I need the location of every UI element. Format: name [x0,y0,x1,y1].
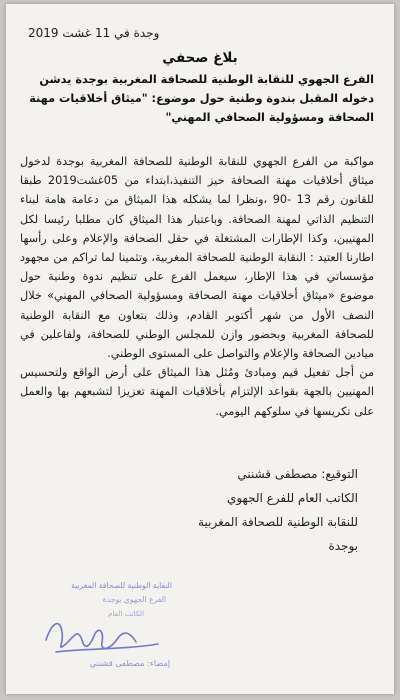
body-text [20,152,374,421]
handwritten-signature [46,624,158,652]
organization-stamp [26,570,176,680]
stamp-line-3: الكاتب العام [108,609,144,618]
stamp-line-4: إمضاء: مصطفى قشنني [89,658,170,668]
stamp-line-2: الفرع الجهوي بوجدة [102,595,166,604]
signature-city: بوجدة [328,539,358,553]
body-paragraph-1: مواكبة من الفرع الجهوي للنقابة الوطنية للصحافة المغربية بوجدة لدخول ميثاق أخلاقيات مهنة الصحافة حيز التنفيذ،ابتداء من 05غشت2019 طبقا للقانون رقم 13 -90 ،ونظرا لما يشكله هذا الميثاق من دعامة هامة لبناء التنظيم الذاتي لمهنة الصحافة. وباعتبار هذا الميثاق كان مطلبا رئيسا لكل المهنيين، وكذا الإطارات المشتغلة في حقل الصحافة والإعلام وعلى رأسها اطارنا العتيد : النقابة الوطنية للصحافة المغربية، وتثمينا لما تراكم من مجهود مؤسساتي في هذا الإطار، سيعمل الفرع على تنظيم ندوة وطنية حول موضوع «ميثاق أخلاقيات مهنة الصحافة ومسؤولية الصحافي المهني» خلال النصف الأول من شهر أكتوبر القادم، وذلك بتعاون مع النقابة الوطنية للصحافة المغربية وبحضور وازن للمجلس الوطني للصحافة، ولفاعلين في ميادين الصحافة والإعلام والتواصل على المستوى الوطني. [20,155,374,361]
signature-name: التوقيع: مصطفى قشنني [237,467,358,481]
document-title: بلاغ صحفي [162,50,238,66]
date-line: وجدة في 11 غشت 2019 [28,26,160,40]
document-page [6,4,394,694]
body-paragraph-2: من أجل تفعيل قيم ومبادئ ومُثل هذا الميثاق على أرض الواقع ولتحسيس المهنيين بالجهة بقواعد الإلتزام بأخلاقيات المهنة تعزيزا لتشبعهم بها والعمل على تكريسها في سلوكهم اليومي. [20,366,374,418]
stamp-line-1: النقابة الوطنية للصحافة المغربية [71,581,172,590]
signature-organization: للنقابة الوطنية للصحافة المغربية [198,515,358,529]
press-release-subject: الفرع الجهوي للنقابة الوطنية للصحافة المغربية بوجدة يدشن دخوله المقبل بندوة وطنية حول موضوع: "ميثاق أخلاقيات مهنة الصحافة ومسؤولية الصحافي المهني" [29,73,374,124]
signature-role: الكاتب العام للفرع الجهوي [226,491,358,505]
signature-block [198,462,358,558]
